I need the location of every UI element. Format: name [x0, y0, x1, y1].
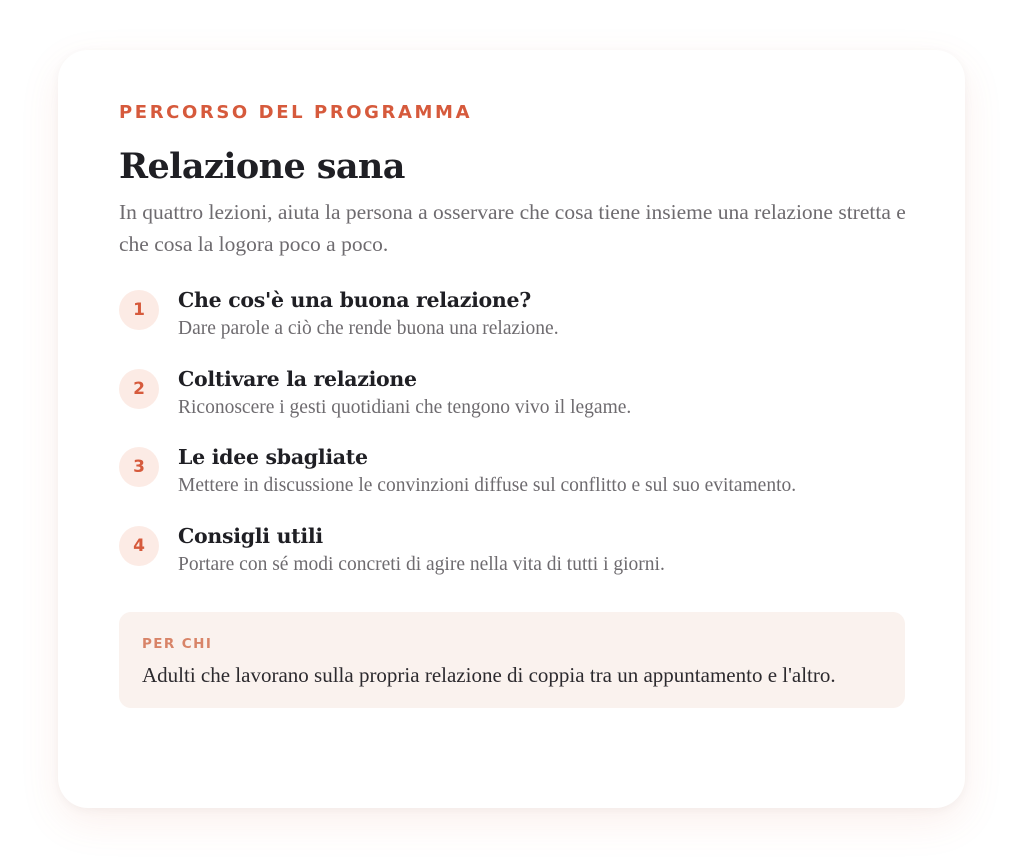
lesson-description: Mettere in discussione le convinzioni diffuse sul conflitto e sul suo evitamento. [178, 475, 797, 496]
lesson-number-badge: 4 [119, 526, 159, 566]
lesson-item [119, 443, 905, 522]
program-intro: In quattro lezioni, aiuta la persona a osservare che cosa tiene insieme una relazione stretta e che cosa la logora poco a poco. [119, 200, 906, 256]
lesson-number-badge: 2 [119, 369, 159, 409]
lesson-item [119, 286, 905, 365]
lesson-body [178, 286, 559, 343]
lesson-body [178, 443, 796, 500]
program-eyebrow: PERCORSO DEL PROGRAMMA [119, 102, 473, 123]
program-card [58, 50, 965, 808]
lesson-title: Che cos'è una buona relazione? [178, 288, 531, 312]
lesson-title: Le idee sbagliate [178, 445, 368, 469]
lesson-number-badge: 3 [119, 447, 159, 487]
lesson-title: Coltivare la relazione [178, 366, 417, 391]
lesson-description: Riconoscere i gesti quotidiani che tengono vivo il legame. [178, 396, 632, 418]
lesson-number-badge: 1 [119, 290, 159, 330]
lesson-description: Dare parole a ciò che rende buona una relazione. [178, 318, 559, 339]
audience-box [119, 612, 905, 708]
audience-label: PER CHI [142, 636, 213, 652]
lesson-body [178, 365, 631, 422]
lesson-item [119, 522, 905, 601]
audience-description: Adulti che lavorano sulla propria relazione di coppia tra un appuntamento e l'altro. [142, 663, 836, 687]
program-title: Relazione sana [119, 146, 405, 187]
lesson-body [178, 522, 665, 579]
lesson-description: Portare con sé modi concreti di agire nella vita di tutti i giorni. [178, 553, 665, 575]
lesson-list [119, 286, 905, 600]
lesson-item [119, 365, 905, 444]
lesson-title: Consigli utili [178, 523, 323, 548]
